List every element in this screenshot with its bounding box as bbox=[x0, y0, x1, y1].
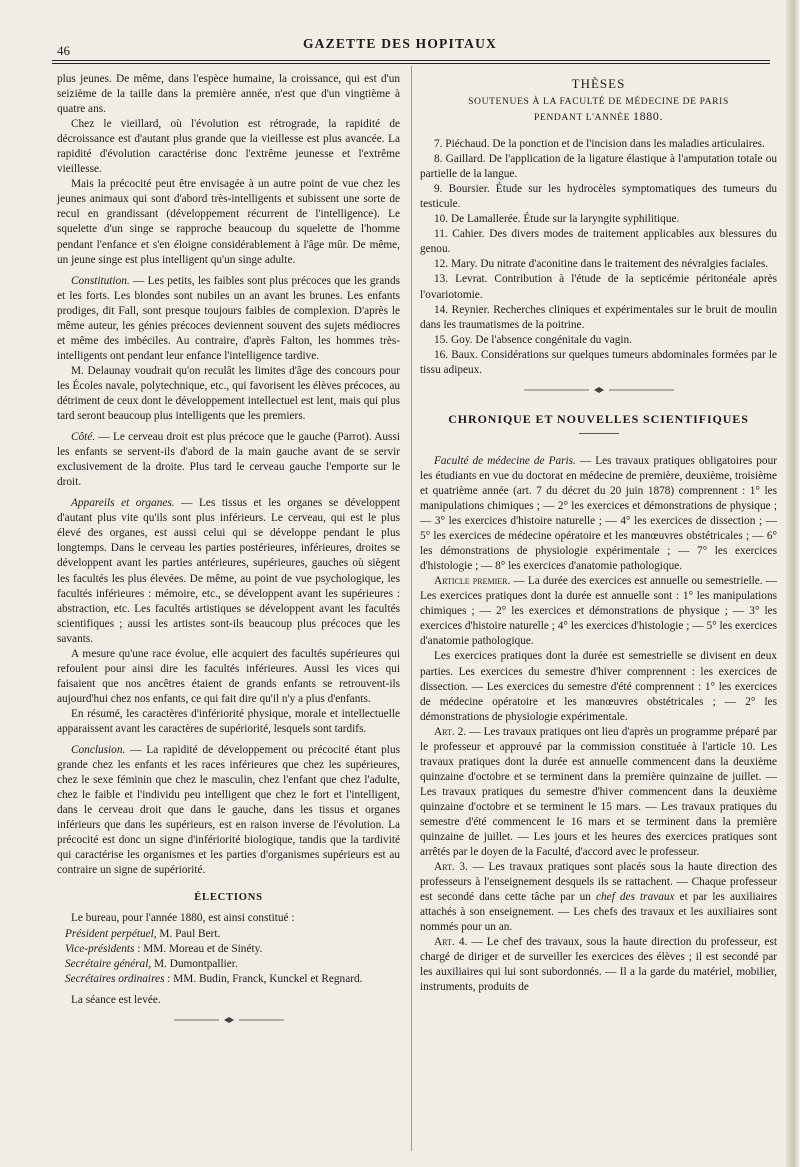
paragraph-lead: Appareils et organes. bbox=[71, 497, 175, 510]
theses-heading: THÈSES bbox=[571, 76, 626, 91]
thesis-item: 12. Mary. Du nitrate d'aconitine dans le traitement des névralgies faciales. bbox=[434, 258, 769, 271]
theses-subheading bbox=[420, 95, 777, 125]
paragraph-article-2 bbox=[420, 725, 777, 860]
paragraph: A mesure qu'une race évolue, elle acquiert des facultés supérieures qui refoulent pour ainsi dire les facultés inférieures. Aussi les vices qui faisaient que nos ancêtres étaient de grands enfants se retrouvent-ils aujourd'hui chez nos enfants, ce qui fait dire qu'il n'y a plus d'enfants. bbox=[57, 647, 400, 705]
paragraph: En résumé, les caractères d'infériorité physique, morale et intellectuelle apparaissent avant les caractères de supériorité, lesquels sont tardifs. bbox=[57, 707, 400, 735]
paragraph-body: — Les travaux pratiques ont lieu d'après un programme préparé par le professeur et approuvé par la commission constituée à l'article 10. Les travaux pratiques dont la durée est annuelle commencent dans la deuxième quinzaine d'octobre et se terminent dans la première quinzaine de juillet. — Les travaux pratiques du semestre d'hiver commencent dans la deuxième quinzaine d'octobre et se terminent le 15 mars. — Les travaux pratiques du semestre d'été commencent le 16 mars et se terminent dans la première quinzaine de juillet. — Les jours et les heures des exercices pratiques sont arrêtés par le doyen de la Faculté, d'accord avec le professeur. bbox=[420, 725, 777, 859]
paragraph-article-3 bbox=[420, 860, 777, 935]
paragraph-lead: Côté. bbox=[71, 431, 96, 444]
paragraph-lead: Constitution. bbox=[71, 274, 130, 287]
left-column bbox=[57, 72, 400, 1032]
paragraph: plus jeunes. De même, dans l'espèce humaine, la croissance, qui est d'un seizième de la taille dans la première année, n'est que d'un vingtième à quatre ans. bbox=[57, 73, 400, 116]
paragraph-cote bbox=[57, 430, 400, 490]
paragraph-body: — La rapidité de développement ou précocité étant plus grande chez les enfants et les races inférieures que chez les supérieures, chez le sexe féminin que chez le masculin, chez l'enfant que chez l'adulte, chez le faible et l'individu peu intelligent que chez le fort et l'intelligent, dans le cerveau droit que dans le gauche, dans les tissus et organes inférieurs que dans les supérieurs, est en raison inverse de l'évolution. La précocité est donc un signe d'infériorité biologique, tandis que la tardivité qui caractérise les organismes et les parties d'organismes supérieurs est au contraire un signe de supériorité. bbox=[57, 744, 400, 877]
column-divider bbox=[411, 66, 412, 1151]
officer-line bbox=[57, 942, 400, 957]
thesis-item: 11. Cahier. Des divers modes de traitement applicables aux blessures du genou. bbox=[420, 228, 777, 256]
officer-role: Secrétaire général, bbox=[65, 957, 152, 970]
theses-subheading-line bbox=[420, 109, 777, 125]
page-header bbox=[0, 0, 800, 70]
officer-line bbox=[57, 972, 400, 987]
paragraph-italic: chef des travaux bbox=[596, 891, 675, 904]
thesis-item: 13. Levrat. Contribution à l'étude de la septicémie péritonéale après l'ovariotomie. bbox=[420, 273, 777, 301]
chronique-heading-text: CHRONIQUE ET NOUVELLES SCIENTIFIQUES bbox=[448, 411, 749, 426]
officer-names: : MM. Moreau et de Sinéty. bbox=[134, 942, 263, 955]
right-column bbox=[420, 72, 777, 996]
paragraph-body: — La durée des exercices est annuelle ou semestrielle. — Les exercices pratiques dont la durée est annuelle sont : 1° les manipulations chimiques ; — 2° les exercices et démonstrations de physique ; — 3° les exercices d'histoire naturelle ; 4° les exercices d'histologie ; — 5° les exercices d'anatomie pathologique. bbox=[420, 575, 777, 648]
paragraph-body: — Les travaux pratiques sont placés sous la haute direction des professeurs à l'enseignement desquels ils se rattachent. — Chaque professeur est secondé dans cette tâche par un bbox=[420, 861, 777, 904]
chronique-heading bbox=[420, 412, 777, 434]
paragraph-lead: Art. 4. bbox=[434, 936, 468, 949]
paragraph-body: — Le cerveau droit est plus précoce que le gauche (Parrot). Aussi les enfants se servent-ils d'abord de la main gauche avant de se servir exclusivement de la droite. Plus tard le cerveau gauche l'emporte sur le droit. bbox=[57, 431, 400, 489]
paragraph-body: — Le chef des travaux, sous la haute direction du professeur, est chargé de diriger et de surveiller les exercices des élèves ; il est secondé par les auxiliaires qui lui sont subordonnés. — Il a la garde du matériel, mobilier, instruments, produits de bbox=[420, 936, 777, 994]
thesis-item: 8. Gaillard. De l'application de la ligature élastique à l'amputation totale ou partielle de la langue. bbox=[420, 153, 777, 181]
paragraph: Mais la précocité peut être envisagée à un autre point de vue chez les jeunes animaux qui sont d'abord très-intelligents et subissent une sorte de recul en grandissant (développement récurrent de l'intelligence). Le squelette d'un singe se rapproche beaucoup du squelette de l'homme pendant l'enfance et s'en éloigne considérablement à l'âge mûr. De même, un jeune singe est plus intelligent qu'un singe adulte. bbox=[57, 178, 400, 266]
thesis-item: 10. De Lamallerée. Étude sur la laryngite syphilitique. bbox=[434, 213, 680, 226]
thesis-item: 9. Boursier. Étude sur les hydrocèles symptomatiques des tumeurs du testicule. bbox=[420, 183, 777, 211]
elections-intro: Le bureau, pour l'année 1880, est ainsi constitué : bbox=[71, 912, 295, 925]
chronique-rule bbox=[579, 433, 619, 434]
theses-subheading-text: PENDANT L'ANNÉE bbox=[533, 112, 631, 124]
theses-list bbox=[420, 137, 777, 378]
paragraph: Les exercices pratiques dont la durée est semestrielle se divisent en deux parties. Les exercices du semestre d'hiver comprennent : les exercices de dissection. — Les exercices du semestre d'été comprennent : 1° les exercices de médecine opératoire et les manœuvres obstétricales ; — 2° les démonstrations de physiologie expérimentale. bbox=[420, 650, 777, 723]
closing-line: La séance est levée. bbox=[71, 993, 161, 1006]
page-number: 46 bbox=[57, 43, 70, 58]
paragraph-lead: Article premier. bbox=[434, 575, 511, 588]
divider-ornament bbox=[420, 386, 777, 394]
officer-role: Vice-présidents bbox=[65, 942, 135, 955]
paragraph: M. Delaunay voudrait qu'on reculât les limites d'âge des concours pour les Écoles navale, polytechnique, etc., qui favorisent les élèves précoces, au détriment de ceux dont le développement intellectuel est lent, mais qui plus tard seront beaucoup plus intelligents que les premiers. bbox=[57, 364, 400, 423]
officer-role: Secrétaires ordinaires bbox=[65, 972, 165, 985]
officer-names: : MM. Budin, Franck, Kunckel et Regnard. bbox=[164, 972, 363, 985]
thesis-item: 7. Piéchaud. De la ponction et de l'incision dans les maladies articulaires. bbox=[434, 138, 765, 151]
journal-title: GAZETTE DES HOPITAUX bbox=[302, 36, 498, 51]
paragraph-article-premier bbox=[420, 574, 777, 649]
header-rule bbox=[52, 60, 770, 61]
paragraph: Chez le vieillard, où l'évolution est rétrograde, la rapidité de décroissance est d'autant plus grande que la vieillesse est plus avancée. La rapidité d'évolution caractérise donc l'extrême jeunesse et l'extrême vieillesse. bbox=[57, 118, 400, 176]
paragraph-appareils bbox=[57, 496, 400, 646]
theses-subheading-line: SOUTENUES À LA FACULTÉ DE MÉDECINE DE PARIS bbox=[468, 96, 729, 108]
officer-line bbox=[57, 957, 400, 972]
paragraph-lead: Conclusion. bbox=[71, 744, 126, 757]
officer-names: M. Dumontpallier. bbox=[151, 957, 238, 970]
officer-line bbox=[57, 927, 400, 942]
paragraph-article-4 bbox=[420, 935, 777, 995]
thesis-item: 16. Baux. Considérations sur quelques tumeurs abdominales formées par le tissu adipeux. bbox=[420, 348, 777, 376]
theses-year: 1880. bbox=[633, 109, 664, 124]
thesis-item: 15. Goy. De l'absence congénitale du vagin. bbox=[434, 333, 632, 346]
thesis-item: 14. Reynier. Recherches cliniques et expérimentales sur le bruit de moulin dans les traumatismes de la poitrine. bbox=[420, 303, 777, 331]
paragraph-body: — Les travaux pratiques obligatoires pour les étudiants en vue du doctorat en médecine de première, deuxième, troisième et quatrième année (art. 7 du décret du 20 juin 1878) comprennent : 1° les manipulations chimiques ; — 2° les exercices et démonstrations de physique ; — 3° les exercices d'histoire naturelle ; — 4° les exercices de dissection ; — 5° les exercices de médecine opératoire et les manœuvres obstétricales ; — 6° les démonstrations de physiologie expérimentale ; — 7° les exercices d'histologie ; — 8° les exercices d'anatomie pathologique. bbox=[420, 454, 777, 573]
elections-heading: ÉLECTIONS bbox=[194, 892, 263, 904]
divider-ornament bbox=[57, 1016, 400, 1024]
paragraph-lead: Art. 3. bbox=[434, 861, 468, 874]
paragraph-lead: Art. 2. bbox=[434, 725, 467, 738]
paragraph-lead: Faculté de médecine de Paris. bbox=[434, 454, 576, 467]
paragraph-body: — Les petits, les faibles sont plus précoces que les grands et les forts. Les blondes sont nubiles un an avant les brunes. Les enfants prodiges, dit Fall, sont presque toujours faibles de complexion. D'après le même auteur, les génies précoces deviennent souvent des sujets médiocres et même des imbéciles. Au contraire, d'après Falton, les hommes très-intelligents ont pendant leur enfance l'intelligence tardive. bbox=[57, 274, 400, 362]
officer-role: Président perpétuel, bbox=[65, 927, 157, 940]
paragraph-faculte bbox=[420, 454, 777, 574]
paragraph-conclusion bbox=[57, 743, 400, 878]
officers-list bbox=[57, 927, 400, 987]
officer-names: M. Paul Bert. bbox=[156, 927, 221, 940]
paragraph-body: et par les auxiliaires attachés à son enseignement. — Les chefs des travaux et les auxiliaires sont nommés pour un an. bbox=[420, 891, 778, 934]
page-binding-edge bbox=[786, 0, 800, 1167]
paragraph-body: — Les tissus et les organes se développent d'autant plus vite qu'ils sont plus inférieurs. Le cerveau, qui est le plus élevé des organes, est aussi celui qui se développe pendant le plus longtemps. Dans le cerveau les parties postérieures, inférieures, droites se développent avant les parties antérieures, supérieures, gauches où siègent les facultés les plus élevées. De même, au point de vue psychologique, les facultés inférieures : mémoire, etc., se développent avant les supérieures : abstraction, etc. Les facultés artistiques se développent avant les facultés scientifiques ; aussi les artistes sont-ils beaucoup plus précoces que les savants. bbox=[57, 497, 400, 645]
paragraph-constitution bbox=[57, 274, 400, 364]
header-rule-thin bbox=[52, 63, 770, 64]
